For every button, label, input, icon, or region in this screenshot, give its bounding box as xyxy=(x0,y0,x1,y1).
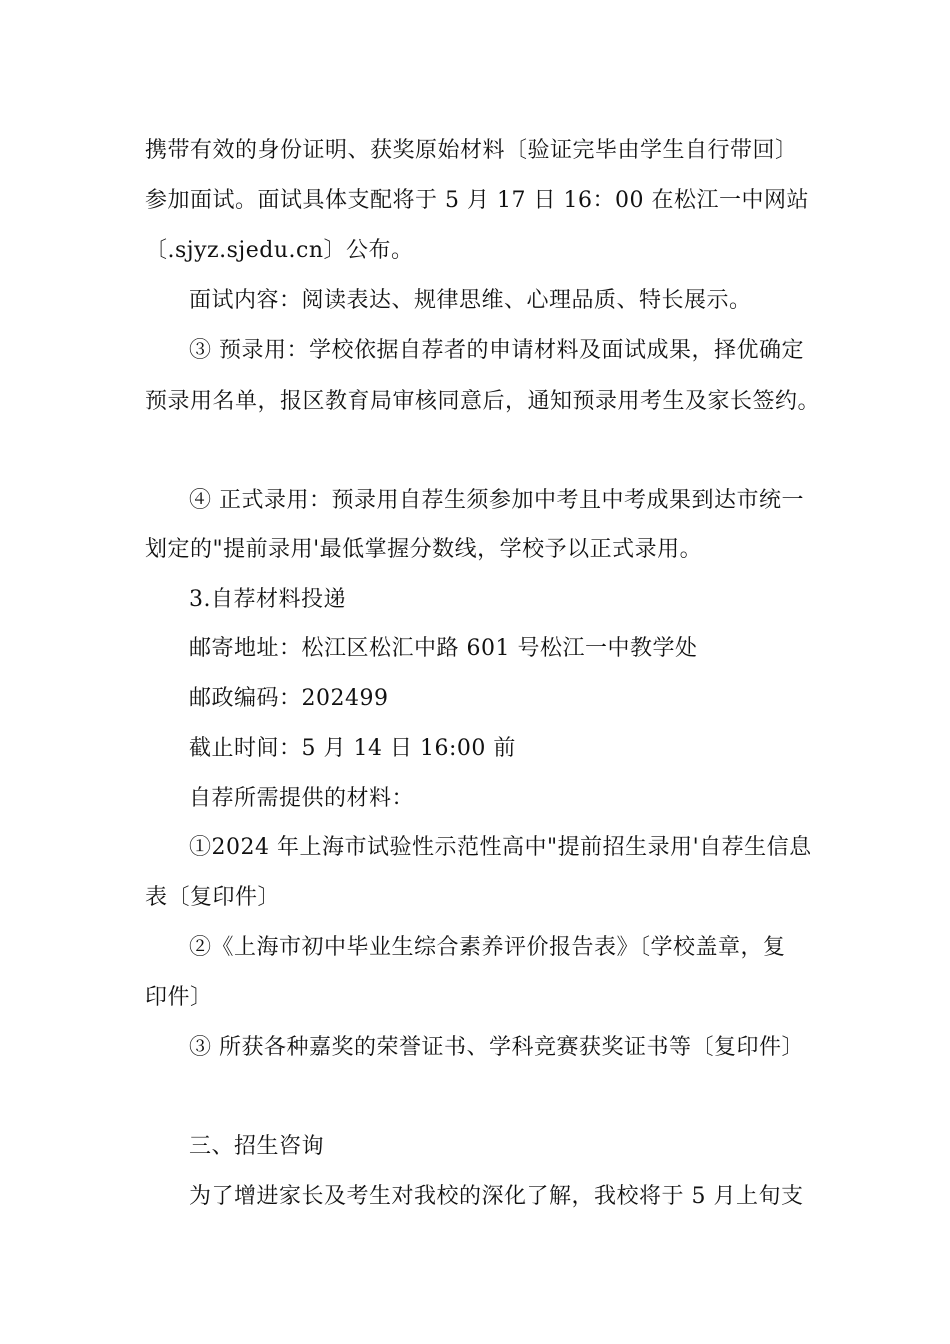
paragraph-line: 携带有效的身份证明、获奖原始材料〔验证完毕由学生自行带回〕 xyxy=(145,138,798,163)
paragraph-line: 截止时间：5 月 14 日 16:00 前 xyxy=(189,736,516,761)
section-heading: 三、招生咨询 xyxy=(189,1134,325,1159)
paragraph-line: 参加面试。面试具体支配将于 5 月 17 日 16：00 在松江一中网站 xyxy=(145,188,809,213)
paragraph-line: 印件〕 xyxy=(145,985,213,1010)
paragraph-line: ③ 所获各种嘉奖的荣誉证书、学科竞赛获奖证书等〔复印件〕 xyxy=(189,1035,804,1060)
paragraph-line: 邮政编码：202499 xyxy=(189,686,389,711)
paragraph-line: ④ 正式录用：预录用自荐生须参加中考且中考成果到达市统一 xyxy=(189,488,804,513)
paragraph-line: 划定的"提前录用'最低掌握分数线，学校予以正式录用。 xyxy=(145,537,703,562)
paragraph-line: 为了增进家长及考生对我校的深化了解，我校将于 5 月上旬支 xyxy=(189,1184,804,1209)
paragraph-line: ③ 预录用：学校依据自荐者的申请材料及面试成果，择优确定 xyxy=(189,338,804,363)
paragraph-line: 面试内容：阅读表达、规律思维、心理品质、特长展示。 xyxy=(189,288,752,313)
paragraph-line: 预录用名单，报区教育局审核同意后，通知预录用考生及家长签约。 xyxy=(145,389,821,414)
paragraph-line: 邮寄地址：松江区松汇中路 601 号松江一中教学处 xyxy=(189,636,698,661)
paragraph-line: ①2024 年上海市试验性示范性高中"提前招生录用'自荐生信息 xyxy=(189,835,812,860)
paragraph-line: 〔.sjyz.sjedu.cn〕公布。 xyxy=(145,238,414,263)
paragraph-line: 表〔复印件〕 xyxy=(145,885,281,910)
paragraph-line: ②《上海市初中毕业生综合素养评价报告表》〔学校盖章，复 xyxy=(189,935,786,960)
section-heading: 3.自荐材料投递 xyxy=(189,587,346,612)
paragraph-line: 自荐所需提供的材料： xyxy=(189,786,415,811)
